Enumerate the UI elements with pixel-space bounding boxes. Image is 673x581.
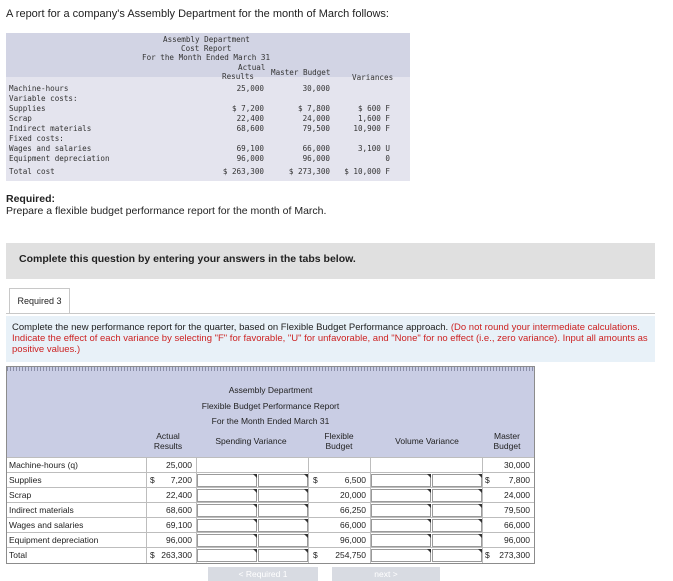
col-divider	[146, 457, 147, 563]
volume-variance-input[interactable]	[371, 489, 431, 502]
spending-variance-input[interactable]	[197, 489, 257, 502]
h-master	[483, 431, 531, 451]
flex-budget-value: 66,000	[340, 520, 366, 530]
instructions-text: Complete the new performance report for the quarter, based on Flexible Budget Performance approach.	[12, 322, 449, 333]
cost-row-actual: 25,000	[236, 84, 264, 93]
h-master-2: Budget	[493, 441, 521, 451]
input-marker-icon	[427, 534, 431, 538]
flex-budget-value: 96,000	[340, 535, 366, 545]
col-divider	[308, 457, 309, 563]
spending-variance-input[interactable]	[197, 519, 257, 532]
next-button[interactable]: next >	[332, 567, 440, 581]
table-row	[7, 487, 534, 503]
cost-row-master: $ 7,800	[297, 104, 330, 113]
table-row	[7, 502, 534, 518]
input-marker-icon	[253, 489, 257, 493]
cost-row-variance: 1,600 F	[357, 114, 390, 123]
dollar-sign: $	[150, 475, 155, 485]
dollar-sign: $	[485, 550, 490, 560]
h-actual-2: Results	[153, 441, 183, 451]
volume-effect-select[interactable]	[432, 519, 482, 532]
row-label: Indirect materials	[9, 505, 74, 515]
input-marker-icon	[427, 489, 431, 493]
col-divider	[196, 457, 197, 563]
cost-row-label: Scrap	[9, 114, 32, 123]
flex-budget-value	[321, 458, 369, 473]
cost-row-actual: $ 263,300	[222, 167, 264, 176]
col-actual-2: Results	[222, 72, 255, 81]
spending-effect-select[interactable]	[258, 519, 308, 532]
cost-row-label: Machine-hours	[9, 84, 69, 93]
h-actual-1: Actual	[156, 431, 180, 441]
cost-row-variance: $ 600 F	[357, 104, 390, 113]
cost-report-subtitle: Cost Report	[181, 44, 232, 53]
spending-effect-select[interactable]	[258, 504, 308, 517]
actual-value: 68,600	[166, 505, 192, 515]
h-flex-1: Flexible	[324, 431, 354, 441]
input-marker-icon	[253, 519, 257, 523]
master-budget-value: 30,000	[504, 460, 530, 470]
table-row	[7, 547, 534, 563]
cost-row-master: 66,000	[302, 144, 330, 153]
dollar-sign: $	[313, 550, 318, 560]
cost-row-master: $ 273,300	[288, 167, 330, 176]
input-marker-icon	[253, 504, 257, 508]
dollar-sign: $	[485, 475, 490, 485]
cost-row-label: Wages and salaries	[9, 144, 92, 153]
cost-row-master: 79,500	[302, 124, 330, 133]
spending-effect-select[interactable]	[258, 534, 308, 547]
tab-divider	[6, 313, 655, 314]
dollar-sign: $	[150, 550, 155, 560]
cost-row-variance: $ 10,000 F	[344, 167, 390, 176]
actual-value: 96,000	[166, 535, 192, 545]
row-label: Supplies	[9, 475, 42, 485]
volume-effect-select[interactable]	[432, 534, 482, 547]
header-hatch	[7, 367, 534, 371]
spending-effect-select[interactable]	[258, 474, 308, 487]
table-row	[7, 472, 534, 488]
h-flex-2: Budget	[325, 441, 353, 451]
col-divider	[482, 457, 483, 563]
row-label: Total	[9, 550, 27, 560]
master-budget-value: 273,300	[499, 550, 530, 560]
flex-budget-value: 6,500	[344, 475, 366, 485]
instructions-red-text: (Do not round your intermediate calculations. Indicate the effect of each variance by selecting "F" for favorable, "U" for unfavorable, and "None" for no effect (i.e., zero variance). Input all amounts as positive values.)	[12, 322, 648, 355]
cost-row-actual: 68,600	[236, 124, 264, 133]
input-marker-icon	[427, 504, 431, 508]
dollar-sign: $	[313, 475, 318, 485]
actual-value: 22,400	[166, 490, 192, 500]
tab-required-3[interactable]: Required 3	[9, 288, 70, 314]
flex-budget-value: 254,750	[335, 550, 366, 560]
input-marker-icon	[427, 474, 431, 478]
col-actual-1: Actual	[238, 63, 266, 72]
input-marker-icon	[253, 549, 257, 553]
perf-subtitle: Flexible Budget Performance Report	[201, 401, 340, 411]
col-divider	[370, 457, 371, 563]
flex-budget-value: 20,000	[340, 490, 366, 500]
volume-variance-input[interactable]	[371, 504, 431, 517]
col-master: Master Budget	[271, 68, 331, 77]
spending-effect-select[interactable]	[258, 489, 308, 502]
cost-row-variance: 10,900 F	[353, 124, 390, 133]
spending-effect-select[interactable]	[258, 549, 308, 562]
actual-value: 7,200	[170, 475, 192, 485]
actual-value: 25,000	[166, 460, 192, 470]
table-row	[7, 532, 534, 548]
input-marker-icon	[253, 534, 257, 538]
actual-value: 69,100	[166, 520, 192, 530]
master-budget-value: 24,000	[504, 490, 530, 500]
perf-title: Assembly Department	[228, 385, 313, 395]
spending-variance-input[interactable]	[197, 474, 257, 487]
table-row	[7, 457, 534, 473]
prev-button[interactable]: < Required 1	[208, 567, 318, 581]
cost-row-master: 96,000	[302, 154, 330, 163]
input-marker-icon	[427, 549, 431, 553]
volume-variance-input[interactable]	[371, 474, 431, 487]
input-marker-icon	[427, 519, 431, 523]
spending-variance-input[interactable]	[197, 504, 257, 517]
cost-report	[6, 33, 410, 181]
required-text: Prepare a flexible budget performance report for the month of March.	[6, 205, 327, 217]
cost-row-actual: 22,400	[236, 114, 264, 123]
cost-row-master: 30,000	[302, 84, 330, 93]
intro-text: A report for a company's Assembly Department for the month of March follows:	[6, 8, 389, 20]
cost-row-label: Supplies	[9, 104, 46, 113]
volume-effect-select[interactable]	[432, 504, 482, 517]
cost-row-variance: 0	[385, 154, 390, 163]
performance-header	[7, 367, 534, 457]
complete-banner	[6, 243, 655, 279]
cost-report-title: Assembly Department	[163, 35, 250, 44]
cost-row-master: 24,000	[302, 114, 330, 123]
actual-value: 263,300	[161, 550, 192, 560]
cost-row-variance: 3,100 U	[357, 144, 390, 153]
master-budget-value: 79,500	[504, 505, 530, 515]
cost-row-label: Indirect materials	[9, 124, 92, 133]
cost-row-label: Variable costs:	[9, 94, 78, 103]
performance-report-table	[6, 366, 535, 564]
volume-variance-input[interactable]	[371, 519, 431, 532]
volume-variance-input[interactable]	[371, 534, 431, 547]
cost-row-actual: $ 7,200	[231, 104, 264, 113]
col-variances: Variances	[352, 73, 394, 82]
cost-report-period: For the Month Ended March 31	[142, 53, 271, 62]
cost-row-label: Equipment depreciation	[9, 154, 110, 163]
spending-variance-input[interactable]	[197, 549, 257, 562]
h-actual	[147, 431, 189, 451]
volume-effect-select[interactable]	[432, 489, 482, 502]
row-label: Scrap	[9, 490, 32, 500]
h-spending: Spending Variance	[215, 436, 287, 446]
flex-budget-value: 66,250	[340, 505, 366, 515]
row-label: Machine-hours (q)	[9, 460, 78, 470]
cost-row-actual: 69,100	[236, 144, 264, 153]
cost-row-label: Fixed costs:	[9, 134, 64, 143]
cost-row-actual: 96,000	[236, 154, 264, 163]
master-budget-value: 7,800	[508, 475, 530, 485]
h-volume: Volume Variance	[395, 436, 459, 446]
required-heading: Required:	[6, 193, 56, 205]
complete-text: Complete this question by entering your answers in the tabs below.	[19, 253, 356, 265]
volume-variance-input[interactable]	[371, 549, 431, 562]
volume-effect-select[interactable]	[432, 549, 482, 562]
master-budget-value: 66,000	[504, 520, 530, 530]
input-marker-icon	[253, 474, 257, 478]
row-label: Equipment depreciation	[9, 535, 99, 545]
perf-period: For the Month Ended March 31	[211, 416, 330, 426]
h-flex	[309, 431, 369, 451]
spending-variance-input[interactable]	[197, 534, 257, 547]
volume-effect-select[interactable]	[432, 474, 482, 487]
row-label: Wages and salaries	[9, 520, 84, 530]
table-row	[7, 517, 534, 533]
cost-row-label: Total cost	[9, 167, 55, 176]
instructions-box	[6, 316, 655, 362]
master-budget-value: 96,000	[504, 535, 530, 545]
h-master-1: Master	[494, 431, 520, 441]
